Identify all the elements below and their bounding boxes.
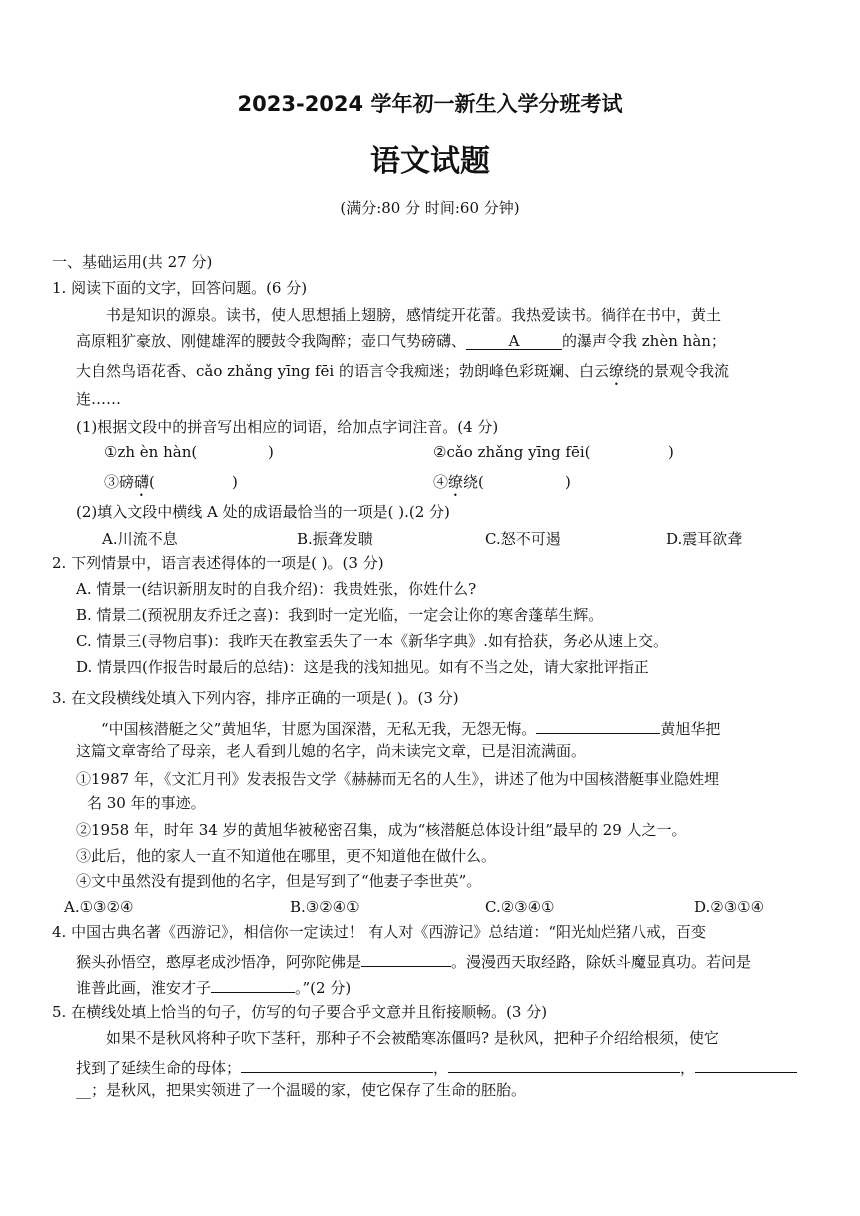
q1-sub1-item2-close: ) [668,443,674,461]
q1-blank-a[interactable]: A [466,331,562,350]
q3-item1: ①1987 年，《文汇月刊》发表报告文学《赫赫而无名的人生》，讲述了他为中国核潜艇事业隐姓埋 [76,770,719,788]
q1-sub1-item3: ③磅礴( [104,473,155,491]
q1-sub1-item1-close: ) [268,443,274,461]
section-heading: 一、基础运用(共 27 分) [52,253,213,271]
q3-passage-line1: “中国核潜艇之父”黄旭华，甘愿为国深潜，无私无我，无怨无悔。 黄旭华把 [101,715,720,739]
q1-option-d[interactable]: D.震耳欲聋 [666,530,743,548]
q1-passage-text: 高原粗犷豪放、刚健雄浑的腰鼓令我陶醉；壶口气势磅礴、 [76,332,467,350]
q2-option-a[interactable]: A. 情景一(结识新朋友时的自我介绍)：我贵姓张，你姓什么? [76,580,477,598]
q1-sub1-item4: ④缭绕( [433,473,484,491]
q1-dotted-char: 缭 [608,362,624,380]
q1-sub1: (1)根据文段中的拼音写出相应的词语，给加点字词注音。(4 分) [76,418,499,436]
q1-sub1-item2: ②cǎo zhǎng yīng fēi( [433,443,591,461]
q5-passage-line1: 如果不是秋风将种子吹下茎秆，那种子不会被酷寒冻僵吗? 是秋风，把种子介绍给根须，使它 [106,1029,719,1047]
q1-sub1-item3-close: ) [232,473,238,491]
exam-info: (满分:80 分 时间:60 分钟) [340,199,520,217]
q3-option-d[interactable]: D.②③①④ [694,898,765,916]
q1-sub2: (2)填入文段中横线 A 处的成语最恰当的一项是( ).(2 分) [76,503,450,521]
q3-item4: ④文中虽然没有提到他的名字，但是写到了“他妻子李世英”。 [76,872,482,890]
subject-title: 语文试题 [370,144,490,179]
q2-option-c[interactable]: C. 情景三(寻物启事)：我昨天在教室丢失了一本《新华字典》.如有拾获，务必从速上交。 [76,632,668,650]
q2-stem: 2. 下列情景中，语言表述得体的一项是( )。(3 分) [52,554,384,572]
q3-item1-cont: 名 30 年的事迹。 [87,794,206,812]
q1-passage-text: 绕的景观令我流 [624,362,730,380]
q1-passage-line2 [76,331,726,351]
q1-dotted-char: 缭 [448,473,464,491]
q5-blank2[interactable] [448,1054,680,1073]
q3-stem: 3. 在文段横线处填入下列内容，排序正确的一项是( )。(3 分) [52,689,459,707]
q3-blank[interactable] [536,715,660,734]
q4-line3: 谁普此画，淮安才子 。”(2 分) [76,974,351,998]
q1-passage-line1: 书是知识的源泉。读书，使人思想插上翅膀，感情绽开花蕾。我热爱读书。徜徉在书中，黄土 [106,306,722,324]
q3-item2: ②1958 年，时年 34 岁的黄旭华被秘密召集，成为“核潜艇总体设计组”最早的 29 人之一。 [76,821,687,839]
q3-option-a[interactable]: A.①③②④ [64,898,134,916]
q3-passage-line2: 这篇文章寄给了母亲，老人看到儿媳的名字，尚未读完文章，已是泪流满面。 [76,742,587,760]
q5-blank1[interactable] [241,1054,433,1073]
q3-option-c[interactable]: C.②③④① [485,898,555,916]
q4-blank1[interactable] [361,948,451,967]
q5-passage-line2: 找到了延续生命的母体； ， ， [76,1054,797,1078]
q1-sub1-item1: ①zh èn hàn( [104,443,198,461]
q1-stem: 1. 阅读下面的文字，回答问题。(6 分) [52,279,308,297]
q1-passage-line3 [76,361,729,389]
q1-option-b[interactable]: B.振聋发聩 [297,530,373,548]
q3-option-b[interactable]: B.③②④① [290,898,360,916]
q1-passage-text: 的瀑声令我 zhèn hàn； [562,332,726,350]
q1-option-c[interactable]: C.怒不可遏 [485,530,561,548]
q4-line2: 猴头孙悟空，憨厚老成沙悟净，阿弥陀佛是 。漫漫西天取经路，除妖斗魔显真功。若问是 [76,948,751,972]
q1-dotted-char: 礴 [134,473,150,491]
q1-sub1-item4-close: ) [565,473,571,491]
q4-blank2[interactable] [211,974,295,993]
q5-stem: 5. 在横线处填上恰当的句子，仿写的句子要合乎文意并且衔接顺畅。(3 分) [52,1003,548,1021]
q2-option-d[interactable]: D. 情景四(作报告时最后的总结)：这是我的浅知拙见。如有不当之处，请大家批评指正 [76,658,649,676]
q5-passage-line3: __；是秋风，把果实领进了一个温暖的家，使它保存了生命的胚胎。 [76,1081,527,1099]
q1-passage-text: 大自然鸟语花香、cǎo zhǎng yīng fēi 的语言令我痴迷；勃朗峰色彩斑斓、白云 [76,362,609,380]
q5-blank3[interactable] [695,1054,797,1073]
q3-item3: ③此后，他的家人一直不知道他在哪里，更不知道他在做什么。 [76,847,497,865]
q1-passage-line4: 连…… [76,390,122,408]
q1-option-a[interactable]: A.川流不息 [102,530,178,548]
q4-line1: 4. 中国古典名著《西游记》，相信你一定读过！ 有人对《西游记》总结道：“阳光灿烂猪八戒，百变 [52,923,707,941]
q2-option-b[interactable]: B. 情景二(预祝朋友乔迁之喜)：我到时一定光临，一定会让你的寒舍蓬荜生辉。 [76,606,604,624]
exam-title: 2023-2024 学年初一新生入学分班考试 [237,92,623,116]
